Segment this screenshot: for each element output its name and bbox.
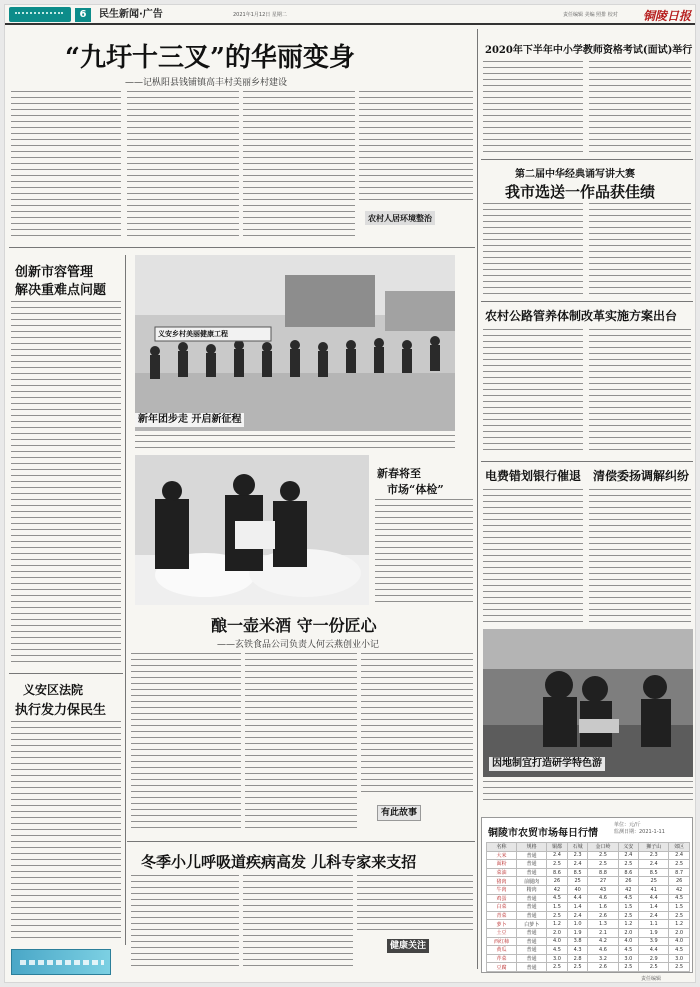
table-cell: 牛肉 [487,885,517,894]
table-cell: 萝卜 [487,920,517,929]
table-cell: 2.5 [669,911,690,920]
story-tag: 有此故事 [377,805,421,821]
table-cell: 白萝卜 [517,920,547,929]
section-name: 民生新闻·广告 [99,9,163,20]
table-cell: 普通 [517,911,547,920]
table-cell: 2.0 [669,928,690,937]
text-block [11,301,121,667]
footer-note: 责任编辑 [641,976,662,982]
table-cell: 普通 [517,903,547,912]
market-mgmt-title-1: 创新市容管理 [15,265,94,280]
rule [481,301,693,302]
table-row [487,911,690,920]
lead-subtitle: ——记枞阳县钱铺镇高丰村美丽乡村建设 [125,78,288,88]
table-cell: 面粉 [487,860,517,869]
contest-title: 我市选送一作品获佳绩 [505,183,656,201]
telecom-title-right: 清偿委扬调解纠纷 [593,469,690,483]
table-cell: 42 [547,885,568,894]
table-cell: 2.5 [567,963,588,972]
market-table-meta [614,822,665,836]
table-cell: 精肉 [517,885,547,894]
table-cell: 1.5 [547,903,568,912]
wine-subtitle: ——玄铁食品公司负责人何云燕创业小记 [217,640,380,650]
table-row [487,937,690,946]
text-block [483,203,583,295]
table-cell: 普通 [517,946,547,955]
yian-title-2: 执行发力保民生 [15,703,107,718]
table-cell: 普通 [517,954,547,963]
table-cell: 42 [669,885,690,894]
table-row [487,851,690,860]
table-cell: 2.3 [567,851,588,860]
lead-title: “九圩十三叉”的华丽变身 [65,43,355,73]
table-row [487,868,690,877]
table-cell: 1.1 [639,920,669,929]
walk-caption: 新年团步走 开启新征程 [135,413,244,427]
table-cell: 3.8 [567,937,588,946]
table-row [487,928,690,937]
table-cell: 青菜 [487,911,517,920]
table-header-cell: 郊区 [669,843,690,852]
table-cell: 4.0 [618,937,639,946]
table-cell: 鸡蛋 [487,894,517,903]
market-check-sub: 市场“体检” [387,483,444,496]
table-cell: 普通 [517,851,547,860]
text-block [375,499,473,605]
table-cell: 普通 [517,937,547,946]
table-cell: 豆腐 [487,963,517,972]
table-cell: 2.5 [547,963,568,972]
market-table-unit: 单位：元/斤 [614,822,641,828]
table-row [487,885,690,894]
table-cell: 8.5 [567,868,588,877]
table-row [487,894,690,903]
table-cell: 1.4 [639,903,669,912]
exam-headline: 2020年下半年中小学教师资格考试(面试)举行 [485,45,693,56]
table-cell: 4.5 [547,894,568,903]
table-cell: 2.4 [567,911,588,920]
table-cell: 4.0 [669,937,690,946]
table-cell: 2.5 [639,963,669,972]
table-cell: 2.5 [588,860,618,869]
table-cell: 8.8 [588,868,618,877]
table-cell: 2.5 [547,860,568,869]
table-header-cell: 铜都 [547,843,568,852]
issue-date: 2021年1月12日 星期二 [233,12,287,18]
walk-photo [135,255,455,431]
table-cell: 8.6 [547,868,568,877]
table-cell: 黄瓜 [487,946,517,955]
table-cell: 3.0 [547,954,568,963]
market-price-table-box [481,817,693,973]
text-block [589,329,691,455]
table-cell: 2.5 [618,963,639,972]
rule [9,673,123,674]
table-cell: 普通 [517,868,547,877]
rule [127,841,475,842]
wine-title: 酿一壶米酒 守一份匠心 [211,616,377,635]
table-cell: 2.4 [639,911,669,920]
table-cell: 2.5 [588,851,618,860]
table-cell: 1.9 [567,928,588,937]
table-row [487,920,690,929]
contest-kicker: 第二届中华经典诵写讲大赛 [515,169,635,180]
market-photo [135,455,369,605]
rule [481,461,693,462]
table-cell: 2.6 [588,963,618,972]
table-cell: 大米 [487,851,517,860]
table-cell: 菜油 [487,868,517,877]
table-cell: 2.0 [618,928,639,937]
table-cell: 4.3 [567,946,588,955]
text-block [589,61,691,153]
table-cell: 26 [618,877,639,886]
table-cell: 1.9 [639,928,669,937]
table-cell: 26 [547,877,568,886]
table-header-row [487,843,690,852]
column-divider [125,255,126,945]
table-cell: 3.9 [639,937,669,946]
table-cell: 4.5 [618,946,639,955]
ad-banner [11,949,111,975]
table-row [487,954,690,963]
table-cell: 4.2 [588,937,618,946]
table-cell: 2.4 [669,851,690,860]
table-cell: 4.5 [618,894,639,903]
market-price-table [486,842,690,972]
walk-photo-art [135,255,455,431]
table-cell: 1.4 [567,903,588,912]
editor-credits: 责任编辑 美编 照排 校对 [563,12,618,18]
text-block [361,653,473,793]
table-cell: 1.5 [669,903,690,912]
table-row [487,877,690,886]
text-block [243,875,353,971]
table-cell: 普通 [517,928,547,937]
table-cell: 1.6 [588,903,618,912]
text-block [483,61,583,153]
table-cell: 4.5 [547,946,568,955]
market-table-title: 铜陵市农贸市场每日行情 [488,828,598,839]
table-cell: 1.5 [618,903,639,912]
table-cell: 2.9 [639,954,669,963]
table-cell: 猪肉 [487,877,517,886]
table-header-cell: 金口岭 [588,843,618,852]
text-block [131,653,241,831]
table-cell: 西红柿 [487,937,517,946]
page-header [5,5,696,25]
table-cell: 土豆 [487,928,517,937]
village-tag: 农村人居环境整治 [365,211,435,225]
table-cell: 普通 [517,894,547,903]
text-block [483,489,583,623]
table-cell: 41 [639,885,669,894]
rule [481,159,693,160]
table-cell: 2.4 [639,860,669,869]
table-cell: 4.4 [567,894,588,903]
telecom-title-left: 电费错划银行催退 [485,469,582,483]
photo-caption-text [483,781,693,805]
table-cell: 8.6 [618,868,639,877]
table-header-cell: 石城 [567,843,588,852]
table-cell: 2.5 [547,911,568,920]
page-number: 6 [75,8,91,22]
table-cell: 2.4 [567,860,588,869]
text-block [11,721,121,943]
table-cell: 芹菜 [487,954,517,963]
table-header-cell: 规格 [517,843,547,852]
text-block [127,91,239,241]
table-row [487,946,690,955]
table-cell: 3.2 [588,954,618,963]
text-block [589,203,691,295]
table-cell: 1.0 [567,920,588,929]
study-photo [483,629,693,777]
text-block [11,91,121,241]
table-cell: 2.8 [567,954,588,963]
text-block [357,875,473,931]
study-caption: 因地制宜打造研学特色游 [489,757,605,771]
table-header-cell: 狮子山 [639,843,669,852]
table-cell: 4.4 [639,946,669,955]
table-row [487,963,690,972]
table-cell: 2.4 [547,851,568,860]
table-cell: 2.5 [618,911,639,920]
table-cell: 1.3 [588,920,618,929]
photo-caption-text [135,435,455,451]
section-logo [9,7,71,22]
table-cell: 4.0 [547,937,568,946]
paper-name: 铜陵日报 [643,9,692,23]
table-cell: 普通 [517,860,547,869]
market-mgmt-title-2: 解决重难点问题 [15,283,107,298]
text-block [131,875,239,971]
market-table-date: 监测日期：2021-1-11 [614,829,665,835]
table-cell: 2.3 [639,851,669,860]
table-header-cell: 义安 [618,843,639,852]
table-cell: 4.5 [669,894,690,903]
table-cell: 2.4 [618,851,639,860]
table-cell: 27 [588,877,618,886]
text-block [243,91,355,241]
walk-banner: 义安乡村美丽健康工程 [158,329,228,338]
table-cell: 2.1 [588,928,618,937]
text-block [483,329,583,455]
table-cell: 4.5 [669,946,690,955]
table-cell: 2.5 [618,860,639,869]
table-cell: 白菜 [487,903,517,912]
table-cell: 1.2 [618,920,639,929]
table-cell: 26 [669,877,690,886]
text-block [245,653,357,831]
table-cell: 2.6 [588,911,618,920]
table-cell: 普通 [517,963,547,972]
column-divider [477,29,478,969]
yian-title-1: 义安区法院 [23,683,84,697]
table-cell: 4.4 [639,894,669,903]
pediatric-title: 冬季小儿呼吸道疾病高发 儿科专家来支招 [141,853,417,871]
market-check-title: 新春将至 [377,467,421,480]
table-cell: 4.6 [588,946,618,955]
table-cell: 4.6 [588,894,618,903]
table-cell: 25 [567,877,588,886]
table-cell: 25 [639,877,669,886]
table-cell: 2.5 [669,860,690,869]
text-block [589,489,691,623]
table-cell: 1.2 [547,920,568,929]
table-row [487,903,690,912]
market-photo-art [135,455,369,605]
rule [9,247,475,248]
table-cell: 2.5 [669,963,690,972]
table-cell: 1.2 [669,920,690,929]
table-row [487,860,690,869]
table-header-cell: 名称 [487,843,517,852]
table-cell: 2.0 [547,928,568,937]
table-cell: 前腿肉 [517,877,547,886]
text-block [359,91,473,201]
table-cell: 40 [567,885,588,894]
newspaper-page [4,4,696,983]
study-photo-art [483,629,693,777]
table-cell: 8.7 [669,868,690,877]
road-title: 农村公路管养体制改革实施方案出台 [485,309,678,323]
table-cell: 42 [618,885,639,894]
table-cell: 3.0 [669,954,690,963]
table-body [487,851,690,971]
table-cell: 3.0 [618,954,639,963]
health-tag: 健康关注 [387,939,429,953]
table-cell: 8.5 [639,868,669,877]
table-cell: 43 [588,885,618,894]
